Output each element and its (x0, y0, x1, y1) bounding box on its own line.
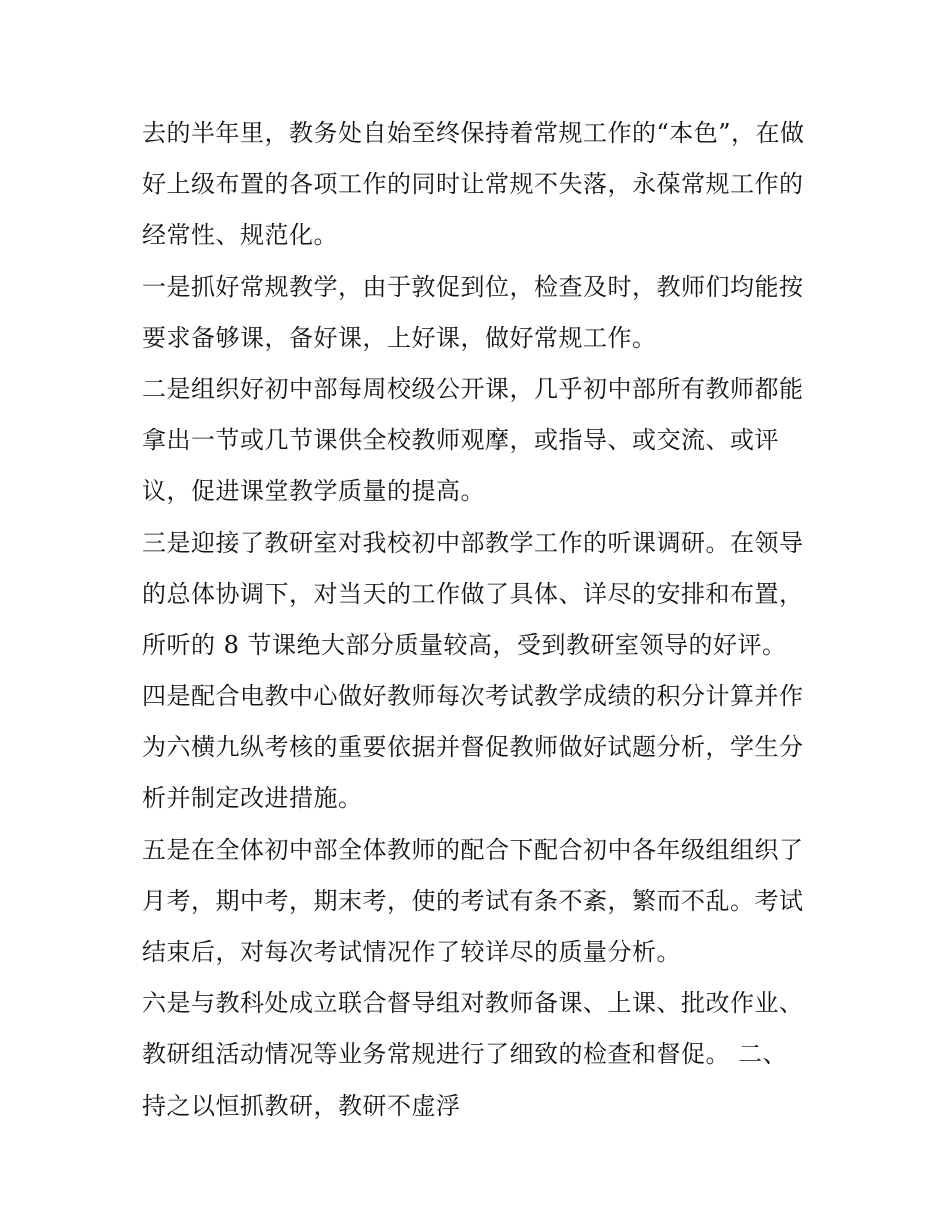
text-line: 议，促进课堂教学质量的提高。 (142, 477, 485, 506)
text-line: 一是抓好常规教学，由于敦促到位，检查及时，教师们均能按 (142, 272, 804, 301)
text-line: 经常性、规范化。 (142, 221, 338, 250)
text-line: 持之以恒抓教研，教研不虚浮 (142, 1091, 461, 1120)
text-line: 要求备够课，备好课，上好课，做好常规工作。 (142, 323, 657, 352)
text-line: 结束后，对每次考试情况作了较详尽的质量分析。 (142, 938, 681, 966)
text-line: 拿出一节或几节课供全校教师观摩，或指导、或交流、或评 (142, 426, 779, 455)
text-line: 六是与教科处成立联合督导组对教师备课、上课、批改作业、 (142, 989, 804, 1018)
text-line: 三是迎接了教研室对我校初中部教学工作的听课调研。在领导 (142, 528, 804, 557)
text-line: 二是组织好初中部每周校级公开课，几乎初中部所有教师都能 (142, 374, 804, 403)
text-line: 的总体协调下，对当天的工作做了具体、详尽的安排和布置， (142, 579, 804, 608)
text-line: 析并制定改进措施。 (142, 784, 363, 813)
body-text (142, 108, 822, 1132)
text-line: 去的半年里，教务处自始至终保持着常规工作的“本色”，在做 (142, 119, 805, 147)
text-line: 五是在全体初中部全体教师的配合下配合初中各年级组组织了 (142, 835, 804, 864)
text-line: 所听的 8 节课绝大部分质量较高，受到教研室领导的好评。 (142, 630, 787, 659)
text-line: 好上级布置的各项工作的同时让常规不失落，永葆常规工作的 (142, 170, 804, 199)
text-line: 教研组活动情况等业务常规进行了细致的检查和督促。 二、 (142, 1040, 788, 1069)
text-line: 四是配合电教中心做好教师每次考试教学成绩的积分计算并作 (142, 682, 804, 711)
text-line: 为六横九纵考核的重要依据并督促教师做好试题分析，学生分 (142, 733, 804, 762)
text-line: 月考，期中考，期末考，使的考试有条不紊，繁而不乱。考试 (142, 886, 804, 915)
